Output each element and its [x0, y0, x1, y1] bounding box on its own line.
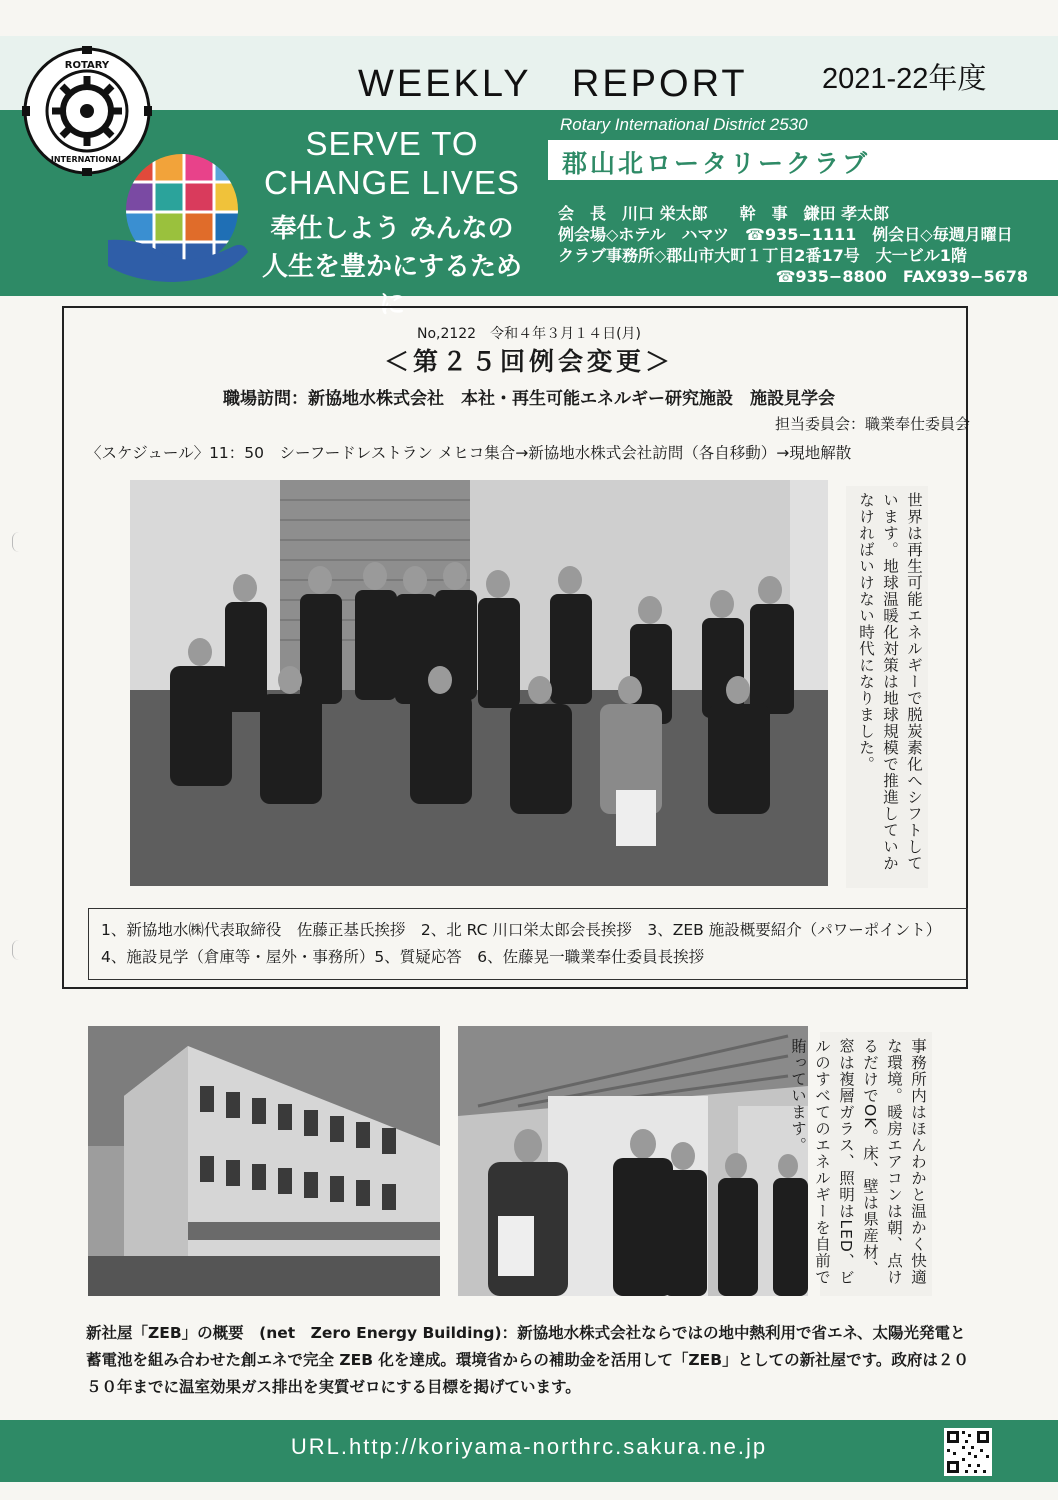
punch-hole-mark	[12, 532, 26, 552]
club-url-link[interactable]: URL.http://koriyama-northrc.sakura.ne.jp	[290, 1434, 768, 1459]
theme-en-line1: SERVE TO	[305, 125, 479, 162]
officers-line: 会 長 川口 栄太郎 幹 事 鎌田 孝太郎	[558, 204, 890, 223]
venue-line: 例会場◇ホテル ハマツ ☎935−1111 例会日◇毎週月曜日	[558, 225, 1013, 244]
article-subtitle: 職場訪問：新協地水株式会社 本社・再生可能エネルギー研究施設 施設見学会	[223, 389, 835, 409]
district-label: Rotary International District 2530	[560, 115, 808, 134]
theme-english	[262, 124, 522, 202]
caption-renewable-energy: 世界は再生可能エネルギーで脱炭素化へシフトしています。地球温暖化対策は地球規模で推進していかなければいけない時代になりました。	[846, 486, 928, 888]
committee-label: 担当委員会：職業奉仕委員会	[774, 415, 970, 433]
group-photo	[130, 480, 828, 886]
schedule-line: 〈スケジュール〉11：50 シーフードレストラン メヒコ集合→新協地水株式会社訪問（各自移動）→現地解散	[86, 444, 852, 462]
office-address-line: クラブ事務所◇郡山市大町１丁目2番17号 大一ビル1階	[558, 246, 967, 265]
office-interior-photo	[458, 1026, 808, 1296]
fiscal-year: 2021-22年度	[822, 63, 987, 95]
theme-jp-line2: 人生を豊かにするために	[261, 252, 522, 320]
zeb-overview: 新社屋「ZEB」の概要 (net Zero Energy Building)：新協地水株式会社ならではの地中熱利用で省エネ、太陽光発電と蓄電池を組み合わせた創エネで完全 ZEB 化を達成。環境省からの補助金を活用して「ZEB」としての新社屋です。政府は２０５０年までに温室効果ガス排出を実質ゼロにする目標を掲げています。	[86, 1324, 969, 1396]
qr-code[interactable]	[944, 1428, 992, 1476]
caption-office-environment: 事務所内はほんわかと温かく快適な環境。暖房エアコンは朝、点けるだけでOK。床、壁は県産材、窓は複層ガラス、照明はLED、ビルのすべてのエネルギーを自前で賄っています。	[820, 1032, 932, 1296]
logo-text-bottom: INTERNATIONAL	[50, 155, 124, 164]
article-title: ＜第２５回例会変更＞	[383, 347, 674, 376]
weekly-report-title: WEEKLY REPORT	[358, 63, 748, 105]
punch-hole-mark	[12, 940, 26, 960]
logo-text-top: ROTARY	[64, 60, 110, 71]
building-photo	[88, 1026, 440, 1296]
theme-jp-line1: 奉仕しよう みんなの	[270, 214, 514, 244]
program-list: 1、新協地水㈱代表取締役 佐藤正基氏挨拶 2、北 RC 川口栄太郎会長挨拶 3、ZEB 施設概要紹介（パワーポイント）4、施設見学（倉庫等・屋外・事務所）5、質疑応答 6、佐藤晃一職業奉仕委員長挨拶	[88, 908, 968, 980]
issue-number-date: No,2122 令和４年３月１４日(月)	[416, 326, 642, 342]
globe-hand-emblem	[104, 148, 254, 286]
club-name: 郡山北ロータリークラブ	[562, 149, 871, 178]
theme-en-line2: CHANGE LIVES	[264, 164, 520, 201]
phone-fax-line: ☎935−8800 FAX939−5678	[775, 267, 1028, 286]
